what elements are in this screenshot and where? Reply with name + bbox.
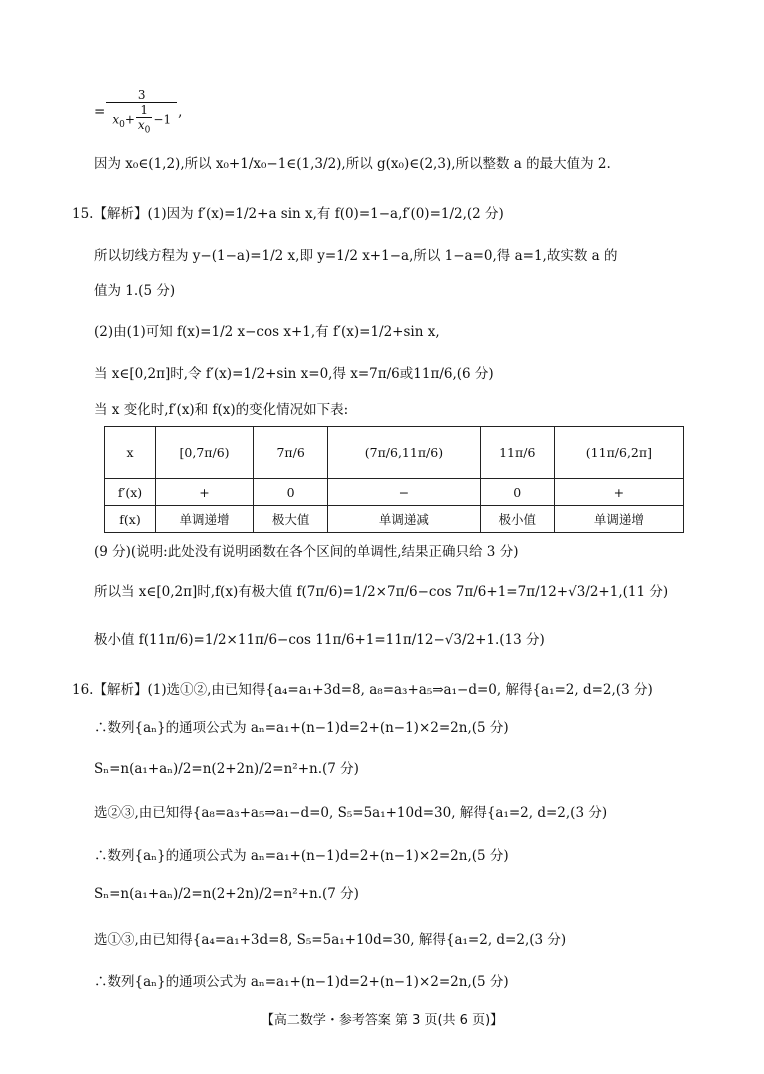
table-cell: 单调递增: [554, 506, 683, 533]
table-cell: 极大值: [254, 506, 328, 533]
line-l14: 选②③,由已知得{a₈=a₃+a₅⇒a₁−d=0, S₅=5a₁+10d=30, 解得{a₁=2, d=2,(3 分): [94, 805, 608, 821]
line-l16: Sₙ=n(a₁+aₙ)/2=n(2+2n)/2=n²+n.(7 分): [94, 886, 359, 902]
line-l11: 16.【解析】(1)选①②,由已知得{a₄=a₁+3d=8, a₈=a₃+a₅⇒a₁−d=0, 解得{a₁=2, d=2,(3 分): [72, 682, 653, 698]
table-header-cell: (7π/6,11π/6): [328, 427, 481, 479]
line-l05: (2)由(1)可知 f(x)=1/2 x−cos x+1,有 f′(x)=1/2+sin x,: [94, 324, 440, 340]
table-cell: f(x): [105, 506, 156, 533]
table-cell: +: [554, 479, 683, 506]
table-cell: 单调递增: [156, 506, 254, 533]
line-l04: 值为 1.(5 分): [94, 283, 176, 299]
line-l02: 15.【解析】(1)因为 f′(x)=1/2+a sin x,有 f(0)=1−a,f′(0)=1/2,(2 分): [72, 206, 504, 222]
table-cell: 0: [254, 479, 328, 506]
table-header-cell: x: [105, 427, 156, 479]
table-cell: 单调递减: [328, 506, 481, 533]
line-l12: ∴数列{aₙ}的通项公式为 aₙ=a₁+(n−1)d=2+(n−1)×2=2n,(5 分): [94, 720, 509, 736]
line-l01: 因为 x₀∈(1,2),所以 x₀+1/x₀−1∈(1,3/2),所以 g(x₀)∈(2,3),所以整数 a 的最大值为 2.: [94, 156, 611, 172]
table-header-cell: 11π/6: [480, 427, 554, 479]
line-l13: Sₙ=n(a₁+aₙ)/2=n(2+2n)/2=n²+n.(7 分): [94, 761, 359, 777]
line-l09: 所以当 x∈[0,2π]时,f(x)有极大值 f(7π/6)=1/2×7π/6−cos 7π/6+1=7π/12+√3/2+1,(11 分): [94, 584, 669, 600]
table-header-cell: [0,7π/6): [156, 427, 254, 479]
line-l06: 当 x∈[0,2π]时,令 f′(x)=1/2+sin x=0,得 x=7π/6或11π/6,(6 分): [94, 366, 494, 382]
table-header-cell: 7π/6: [254, 427, 328, 479]
line-l08: (9 分)(说明:此处没有说明函数在各个区间的单调性,结果正确只给 3 分): [94, 544, 519, 560]
line-l07: 当 x 变化时,f′(x)和 f(x)的变化情况如下表:: [94, 402, 349, 418]
line-l15: ∴数列{aₙ}的通项公式为 aₙ=a₁+(n−1)d=2+(n−1)×2=2n,(5 分): [94, 848, 509, 864]
line-l10: 极小值 f(11π/6)=1/2×11π/6−cos 11π/6+1=11π/12−√3/2+1.(13 分): [94, 632, 545, 648]
line-l18: ∴数列{aₙ}的通项公式为 aₙ=a₁+(n−1)d=2+(n−1)×2=2n,(5 分): [94, 974, 509, 990]
table-header-cell: (11π/6,2π]: [554, 427, 683, 479]
equation-continuation: = 3 $x_0+$ $\frac{1}{x_0}$ −1 ,: [94, 88, 183, 136]
page-footer: 【高二数学・参考答案 第 3 页(共 6 页)】: [260, 1013, 504, 1028]
table-cell: +: [156, 479, 254, 506]
table-cell: 极小值: [480, 506, 554, 533]
variation-table: [104, 426, 684, 533]
table-cell: 0: [480, 479, 554, 506]
table-cell: −: [328, 479, 481, 506]
line-l03: 所以切线方程为 y−(1−a)=1/2 x,即 y=1/2 x+1−a,所以 1−a=0,得 a=1,故实数 a 的: [94, 248, 618, 264]
line-l17: 选①③,由已知得{a₄=a₁+3d=8, S₅=5a₁+10d=30, 解得{a₁=2, d=2,(3 分): [94, 932, 567, 948]
table-cell: f′(x): [105, 479, 156, 506]
